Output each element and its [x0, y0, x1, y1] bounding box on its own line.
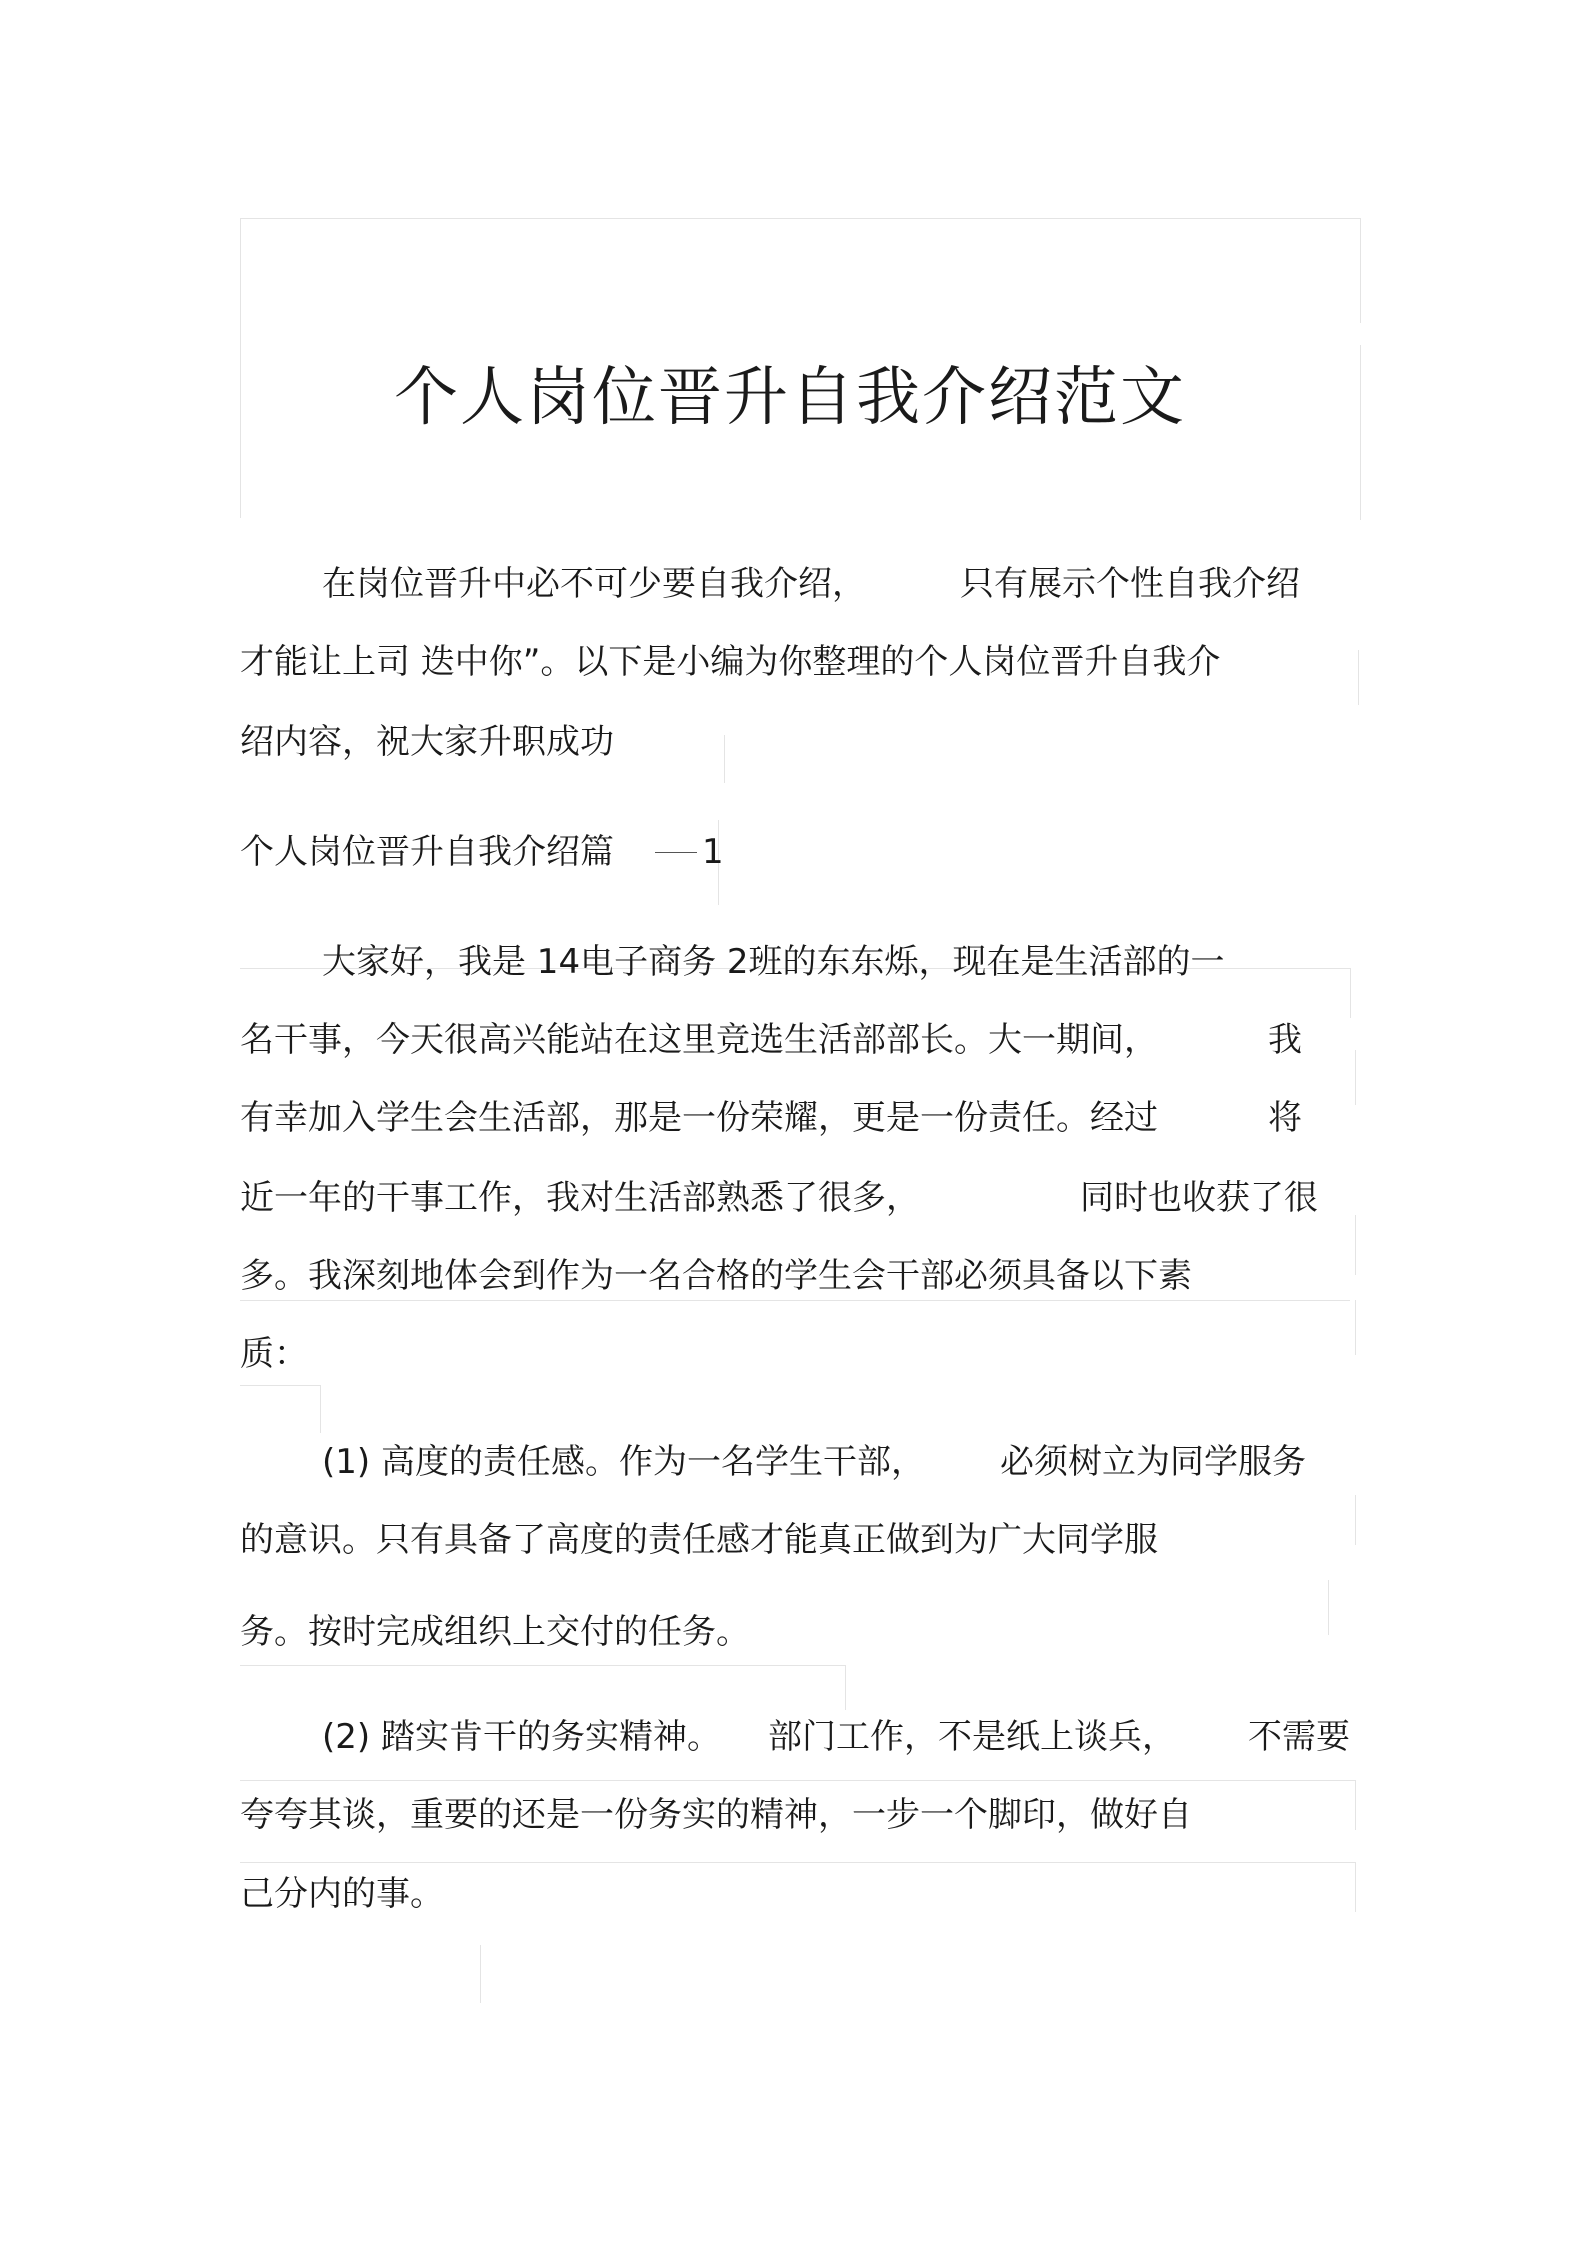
- paragraph1-line-4b: 同时也收获了很: [1080, 1178, 1318, 1218]
- frame-rule-right-10: [1355, 1780, 1356, 1830]
- point1-line-1a: (1) 高度的责任感。作为一名学生干部，: [322, 1442, 925, 1482]
- frame-rule-right-1: [1360, 218, 1361, 323]
- frame-rule-right-3: [1358, 650, 1359, 705]
- section-heading-number: 1: [702, 832, 724, 872]
- frame-rule-right-5: [1355, 1050, 1356, 1105]
- frame-rule-h-5: [240, 1780, 1355, 1781]
- frame-rule-h-2: [240, 1300, 1350, 1301]
- paragraph1-line-3a: 有幸加入学生会生活部，那是一份荣耀，更是一份责任。经过: [240, 1098, 1158, 1138]
- intro-line-3: 绍内容，祝大家升职成功: [240, 722, 614, 762]
- frame-rule-mid-3: [845, 1665, 846, 1710]
- frame-rule-right-6: [1355, 1215, 1356, 1275]
- section-heading: 个人岗位晋升自我介绍篇: [240, 832, 614, 872]
- frame-rule-right-11: [1355, 1862, 1356, 1912]
- point2-line-2: 夸夸其谈，重要的还是一份务实的精神，一步一个脚印，做好自: [240, 1795, 1192, 1835]
- frame-rule-mid-1: [724, 735, 725, 783]
- frame-rule-h-3: [240, 1385, 320, 1386]
- page-title: 个人岗位晋升自我介绍范文: [394, 361, 1186, 435]
- paragraph1-line-2b: 我: [1268, 1020, 1302, 1060]
- point2-line-3: 己分内的事。: [240, 1874, 444, 1914]
- paragraph1-line-4a: 近一年的干事工作，我对生活部熟悉了很多，: [240, 1178, 920, 1218]
- paragraph1-line-5: 多。我深刻地体会到作为一名合格的学生会干部必须具备以下素: [240, 1256, 1192, 1296]
- frame-rule-right-9: [1328, 1580, 1329, 1635]
- paragraph1-line-3b: 将: [1268, 1098, 1302, 1138]
- frame-rule-right-7: [1355, 1300, 1356, 1355]
- frame-rule-left-2: [320, 1385, 321, 1433]
- paragraph1-line-2a: 名干事，今天很高兴能站在这里竞选生活部部长。大一期间，: [240, 1020, 1158, 1060]
- point2-line-1c: 不需要: [1248, 1717, 1350, 1757]
- section-heading-dash: [655, 852, 697, 853]
- point1-line-2: 的意识。只有具备了高度的责任感才能真正做到为广大同学服: [240, 1520, 1158, 1560]
- paragraph1-line-1: 大家好，我是 14电子商务 2班的东东烁，现在是生活部的一: [322, 942, 1225, 982]
- frame-rule-h-4: [240, 1665, 845, 1666]
- frame-rule-right-8: [1355, 1495, 1356, 1545]
- point2-line-1a: (2) 踏实肯干的务实精神。: [322, 1717, 721, 1757]
- point2-line-1b: 部门工作，不是纸上谈兵，: [768, 1717, 1176, 1757]
- point1-line-3: 务。按时完成组织上交付的任务。: [240, 1612, 750, 1652]
- frame-rule-h-6: [240, 1862, 1355, 1863]
- frame-rule-right-4: [1350, 968, 1351, 1018]
- intro-line-2: 才能让上司 迭中你”。以下是小编为你整理的个人岗位晋升自我介: [240, 642, 1221, 682]
- intro-line-1a: 在岗位晋升中必不可少要自我介绍，: [322, 564, 866, 604]
- frame-rule-top: [240, 218, 1360, 219]
- paragraph1-line-6: 质：: [240, 1334, 308, 1374]
- frame-rule-mid-4: [480, 1945, 481, 2003]
- point1-line-1b: 必须树立为同学服务: [1000, 1442, 1306, 1482]
- intro-line-1b: 只有展示个性自我介绍: [960, 564, 1300, 604]
- frame-rule-right-2: [1360, 345, 1361, 520]
